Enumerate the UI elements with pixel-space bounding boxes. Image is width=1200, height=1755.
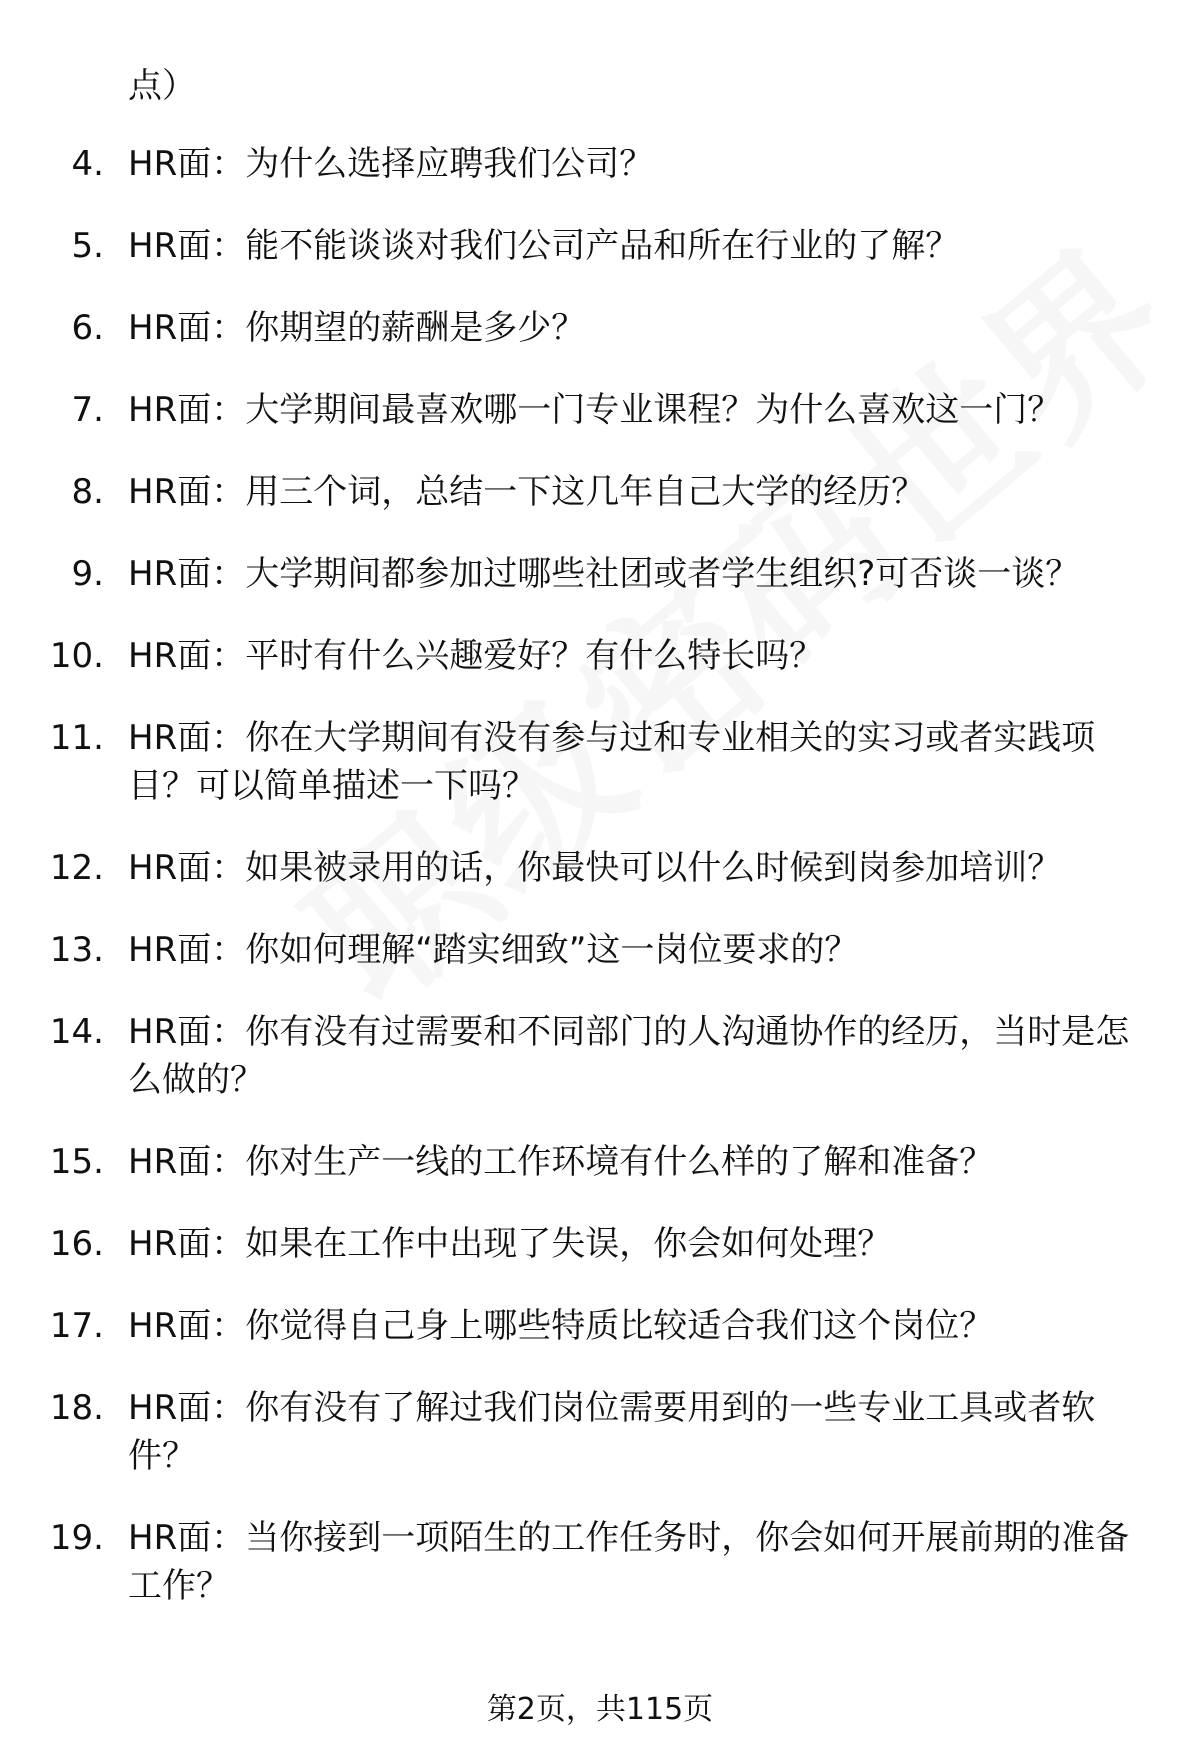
list-item <box>0 468 1200 516</box>
item-number: 17. <box>49 1306 104 1346</box>
list-item <box>0 1514 1200 1610</box>
item-number: 4. <box>71 144 104 184</box>
item-text: HR面：大学期间都参加过哪些社团或者学生组织?可否谈一谈？ <box>128 554 1080 594</box>
item-text: HR面：平时有什么兴趣爱好？有什么特长吗？ <box>128 636 824 676</box>
item-text: HR面：为什么选择应聘我们公司？ <box>128 144 654 184</box>
item-number: 15. <box>49 1142 104 1182</box>
continuation-text: 点） <box>128 66 196 106</box>
item-number: 10. <box>49 636 104 676</box>
item-text: HR面：你对生产一线的工作环境有什么样的了解和准备？ <box>128 1142 994 1182</box>
item-number: 18. <box>49 1388 104 1428</box>
question-list <box>0 140 1200 1644</box>
item-number: 5. <box>71 226 104 266</box>
item-number: 7. <box>71 390 104 430</box>
list-item <box>0 1220 1200 1268</box>
item-text: HR面：你有没有过需要和不同部门的人沟通协作的经历，当时是怎么做的？ <box>128 1012 1130 1100</box>
item-number: 16. <box>49 1224 104 1264</box>
list-item <box>0 1384 1200 1480</box>
item-text: HR面：如果被录用的话，你最快可以什么时候到岗参加培训？ <box>128 848 1062 888</box>
list-item <box>0 1302 1200 1350</box>
item-text: HR面：你如何理解“踏实细致”这一岗位要求的？ <box>128 930 859 970</box>
item-number: 13. <box>49 930 104 970</box>
list-item <box>0 222 1200 270</box>
item-number: 11. <box>49 718 104 758</box>
list-item <box>0 632 1200 680</box>
item-number: 14. <box>49 1012 104 1052</box>
item-text: HR面：用三个词，总结一下这几年自己大学的经历？ <box>128 472 926 512</box>
list-item <box>0 550 1200 598</box>
item-text: HR面：能不能谈谈对我们公司产品和所在行业的了解？ <box>128 226 960 266</box>
item-number: 9. <box>71 554 104 594</box>
list-item <box>0 140 1200 188</box>
item-text: HR面：如果在工作中出现了失误，你会如何处理？ <box>128 1224 892 1264</box>
page-footer: 第2页，共115页 <box>486 1692 714 1727</box>
item-text: HR面：你在大学期间有没有参与过和专业相关的实习或者实践项目？可以简单描述一下吗？ <box>128 718 1096 806</box>
item-text: HR面：你期望的薪酬是多少？ <box>128 308 586 348</box>
item-number: 12. <box>49 848 104 888</box>
item-number: 8. <box>71 472 104 512</box>
list-item <box>0 304 1200 352</box>
item-text: HR面：大学期间最喜欢哪一门专业课程？为什么喜欢这一门？ <box>128 390 1062 430</box>
list-item <box>0 1138 1200 1186</box>
list-item <box>0 714 1200 810</box>
list-item <box>0 1008 1200 1104</box>
item-text: HR面：当你接到一项陌生的工作任务时，你会如何开展前期的准备工作？ <box>128 1518 1130 1606</box>
list-item <box>0 926 1200 974</box>
list-item <box>0 844 1200 892</box>
item-number: 19. <box>49 1518 104 1558</box>
item-number: 6. <box>71 308 104 348</box>
item-text: HR面：你觉得自己身上哪些特质比较适合我们这个岗位？ <box>128 1306 994 1346</box>
list-item <box>0 386 1200 434</box>
item-text: HR面：你有没有了解过我们岗位需要用到的一些专业工具或者软件？ <box>128 1388 1096 1476</box>
